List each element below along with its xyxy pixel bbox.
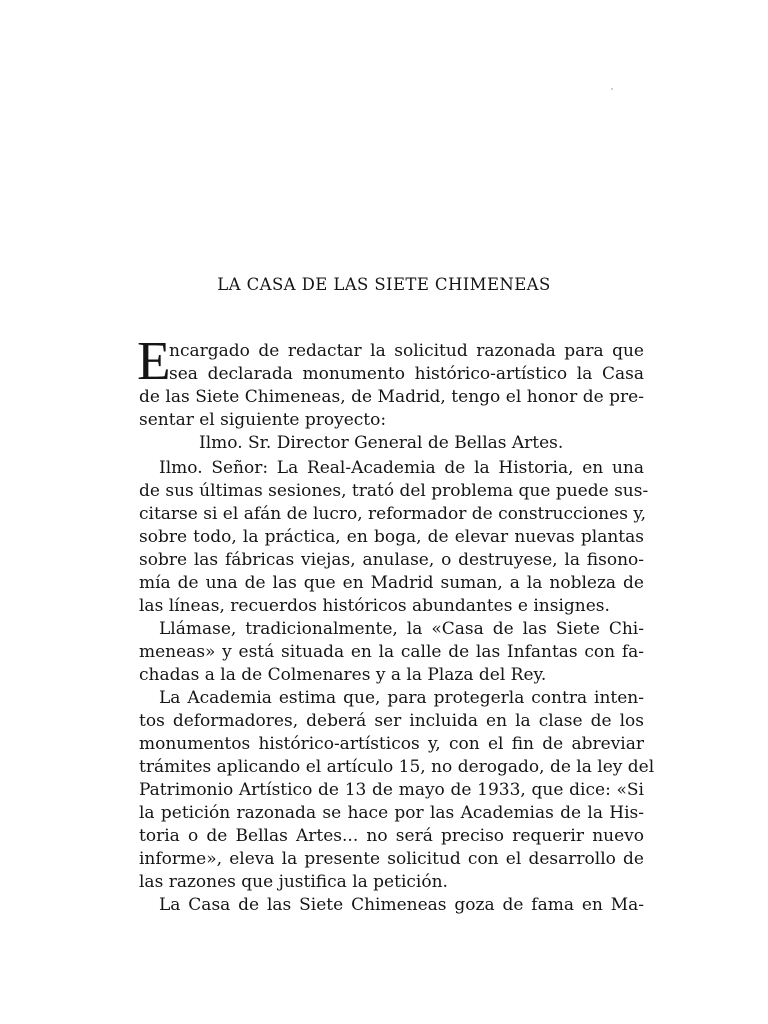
text-line: sobre las fábricas viejas, anulase, o destruyese, la fisono- bbox=[139, 550, 644, 570]
text-line: trámites aplicando el artículo 15, no derogado, de la ley del bbox=[139, 757, 655, 777]
text-line: informe», eleva la presente solicitud con el desarrollo de bbox=[139, 849, 644, 869]
drop-cap: E bbox=[137, 330, 171, 391]
text-line: chadas a la de Colmenares y a la Plaza del Rey. bbox=[139, 665, 547, 685]
text-line: citarse si el afán de lucro, reformador de construcciones y, bbox=[139, 504, 647, 524]
text-line: meneas» y está situada en la calle de las Infantas con fa- bbox=[139, 642, 644, 662]
text-line: La Academia estima que, para protegerla contra inten- bbox=[159, 688, 644, 708]
text-line: de sus últimas sesiones, trató del problema que puede sus- bbox=[139, 481, 649, 501]
text-line: sea declarada monumento histórico-artístico la Casa bbox=[169, 364, 644, 384]
text-line: ncargado de redactar la solicitud razonada para que bbox=[169, 341, 644, 361]
text-line: las razones que justifica la petición. bbox=[139, 872, 448, 892]
text-line: sentar el siguiente proyecto: bbox=[139, 410, 387, 430]
text-line: La Casa de las Siete Chimeneas goza de fama en Ma- bbox=[159, 895, 644, 915]
scan-speck bbox=[611, 88, 613, 90]
text-line: Ilmo. Señor: La Real-Academia de la Historia, en una bbox=[159, 458, 644, 478]
text-line: toria o de Bellas Artes... no será preciso requerir nuevo bbox=[139, 826, 644, 846]
text-line: tos deformadores, deberá ser incluida en la clase de los bbox=[139, 711, 644, 731]
text-line: de las Siete Chimeneas, de Madrid, tengo el honor de pre- bbox=[139, 387, 644, 407]
text-line: las líneas, recuerdos históricos abundantes e insignes. bbox=[139, 596, 610, 616]
text-line: mía de una de las que en Madrid suman, a la nobleza de bbox=[139, 573, 644, 593]
page-title: LA CASA DE LAS SIETE CHIMENEAS bbox=[217, 275, 551, 294]
text-line: Patrimonio Artístico de 13 de mayo de 1933, que dice: «Si bbox=[139, 780, 644, 800]
text-line: monumentos histórico-artísticos y, con el fin de abreviar bbox=[139, 734, 644, 754]
text-line: la petición razonada se hace por las Academias de la His- bbox=[139, 803, 644, 823]
text-line: Llámase, tradicionalmente, la «Casa de las Siete Chi- bbox=[159, 619, 644, 639]
text-line: sobre todo, la práctica, en boga, de elevar nuevas plantas bbox=[139, 527, 644, 547]
salutation-line: Ilmo. Sr. Director General de Bellas Artes. bbox=[199, 433, 564, 453]
